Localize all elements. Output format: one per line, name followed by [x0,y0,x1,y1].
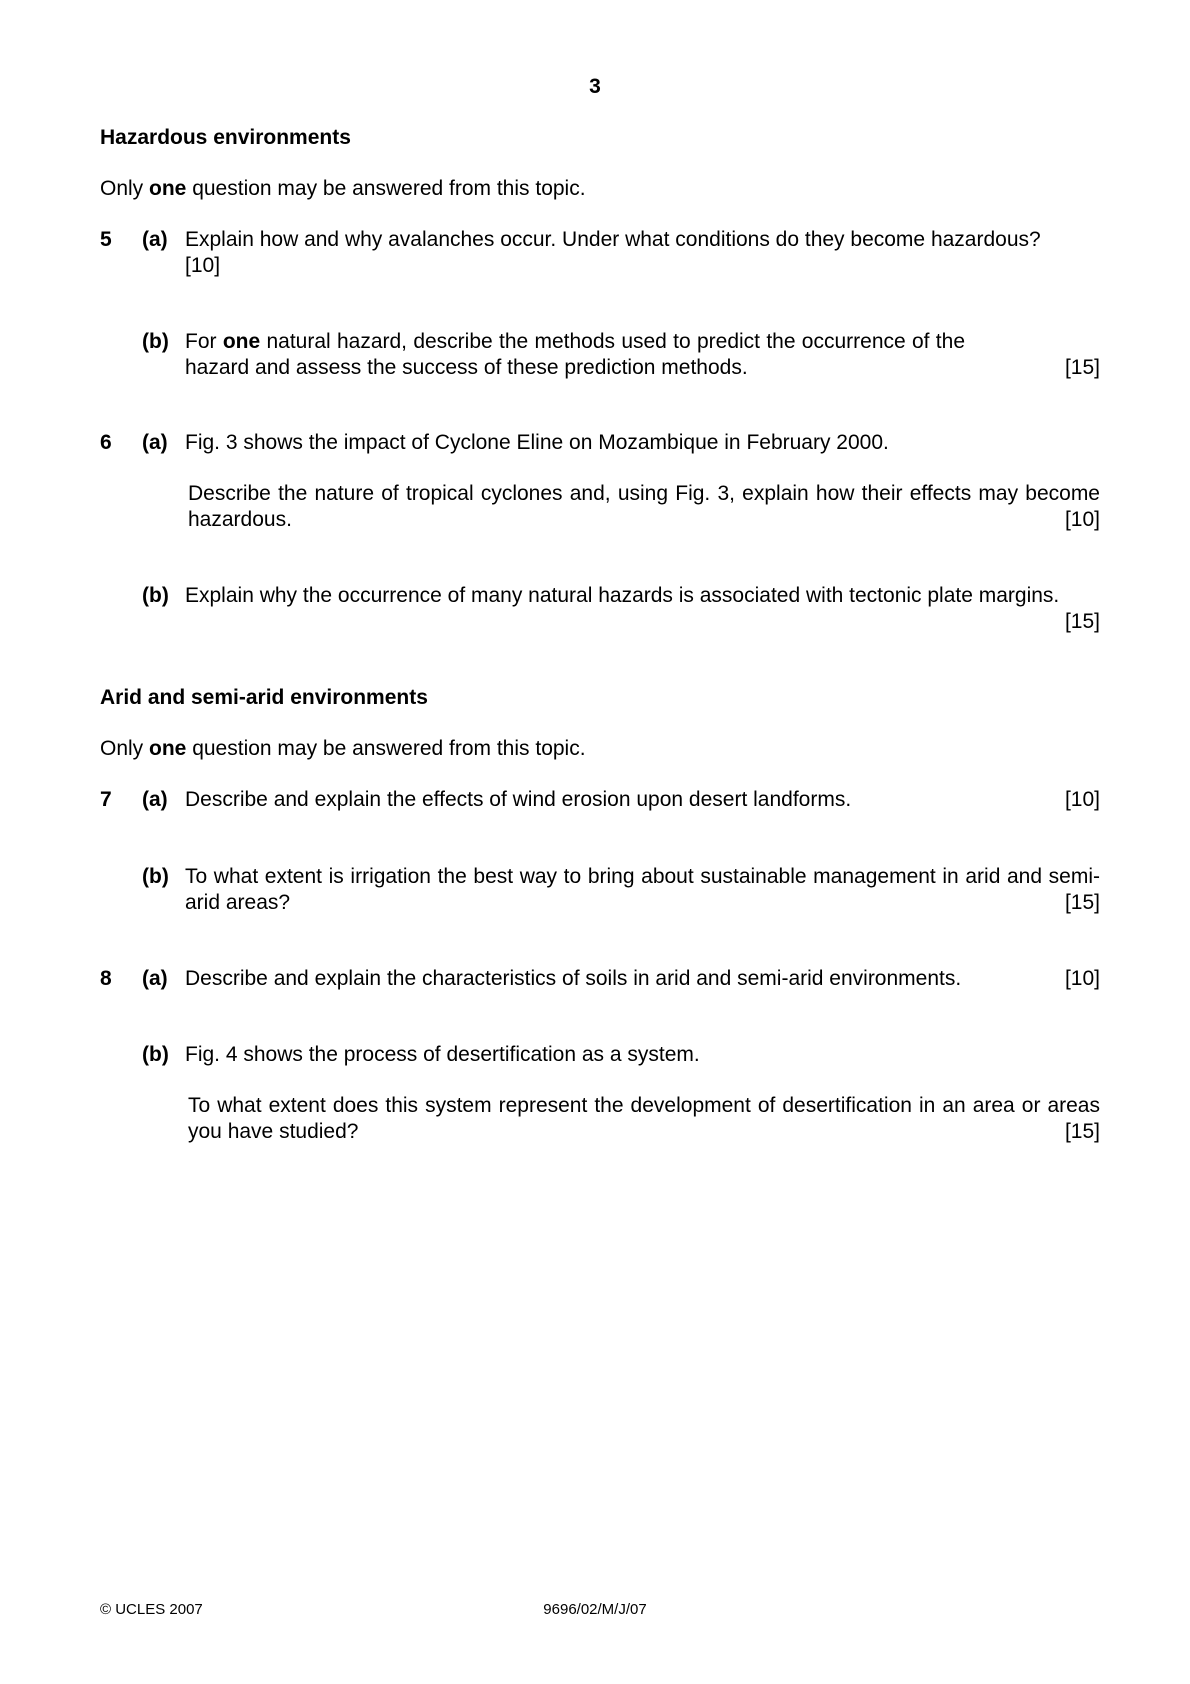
footer-copyright: © UCLES 2007 [100,1601,203,1618]
question-7b-text: To what extent is irrigation the best way to bring about sustainable management in arid and semi-arid areas? [185,865,1100,914]
question-6a-stem: Fig. 3 shows the impact of Cyclone Eline on Mozambique in February 2000. [185,431,889,454]
section-heading-arid: Arid and semi-arid environments [100,686,428,709]
question-6a-text: Describe the nature of tropical cyclones and, using Fig. 3, explain how their effects may become hazardous. [188,482,1100,531]
question-6b-text: Explain why the occurrence of many natural hazards is associated with tectonic plate margins. [185,584,1060,607]
marks-8b: [15] [1064,1120,1100,1143]
part-label-7b: (b) [142,865,169,888]
section-intro-hazardous [100,176,586,202]
marks-7b: [15] [1064,891,1100,914]
part-label-6b: (b) [142,584,169,607]
part-label-5a: (a) [142,228,168,251]
page-number: 3 [589,75,601,98]
intro-emphasis: one [149,737,187,760]
marks-5a: [10] [185,254,221,277]
intro-text: question may be answered from this topic. [186,737,586,760]
text-run: For [185,330,223,353]
part-label-8a: (a) [142,967,168,990]
part-label-7a: (a) [142,788,168,811]
intro-text: Only [100,177,150,200]
question-8b-stem: Fig. 4 shows the process of desertification as a system. [185,1043,700,1066]
question-number-5: 5 [100,228,112,251]
intro-emphasis: one [149,177,187,200]
intro-text: question may be answered from this topic. [186,177,586,200]
text-run: natural hazard, describe the methods used to predict the occurrence of the hazard and assess the success of these prediction methods. [185,330,965,379]
part-label-5b: (b) [142,330,169,353]
question-8a-text: Describe and explain the characteristics of soils in arid and semi-arid environments. [185,967,962,990]
question-5a-text: Explain how and why avalanches occur. Under what conditions do they become hazardous? [185,228,1041,251]
intro-text: Only [100,737,150,760]
marks-6a: [10] [1064,508,1100,531]
question-5b-text [185,329,965,381]
marks-7a: [10] [1064,788,1100,811]
question-number-8: 8 [100,967,112,990]
marks-8a: [10] [1064,967,1100,990]
question-number-6: 6 [100,431,112,454]
question-5a [185,227,1100,279]
footer-paper-code: 9696/02/M/J/07 [543,1601,647,1618]
text-emphasis: one [222,330,261,353]
question-8b-text: To what extent does this system represent the development of desertification in an area or areas you have studied? [188,1094,1100,1143]
section-heading-hazardous: Hazardous environments [100,126,351,149]
part-label-8b: (b) [142,1043,169,1066]
marks-5b: [15] [1064,356,1100,379]
question-number-7: 7 [100,788,112,811]
part-label-6a: (a) [142,431,168,454]
section-intro-arid [100,736,586,762]
marks-6b: [15] [1064,610,1100,633]
question-7a-text: Describe and explain the effects of wind erosion upon desert landforms. [185,788,852,811]
